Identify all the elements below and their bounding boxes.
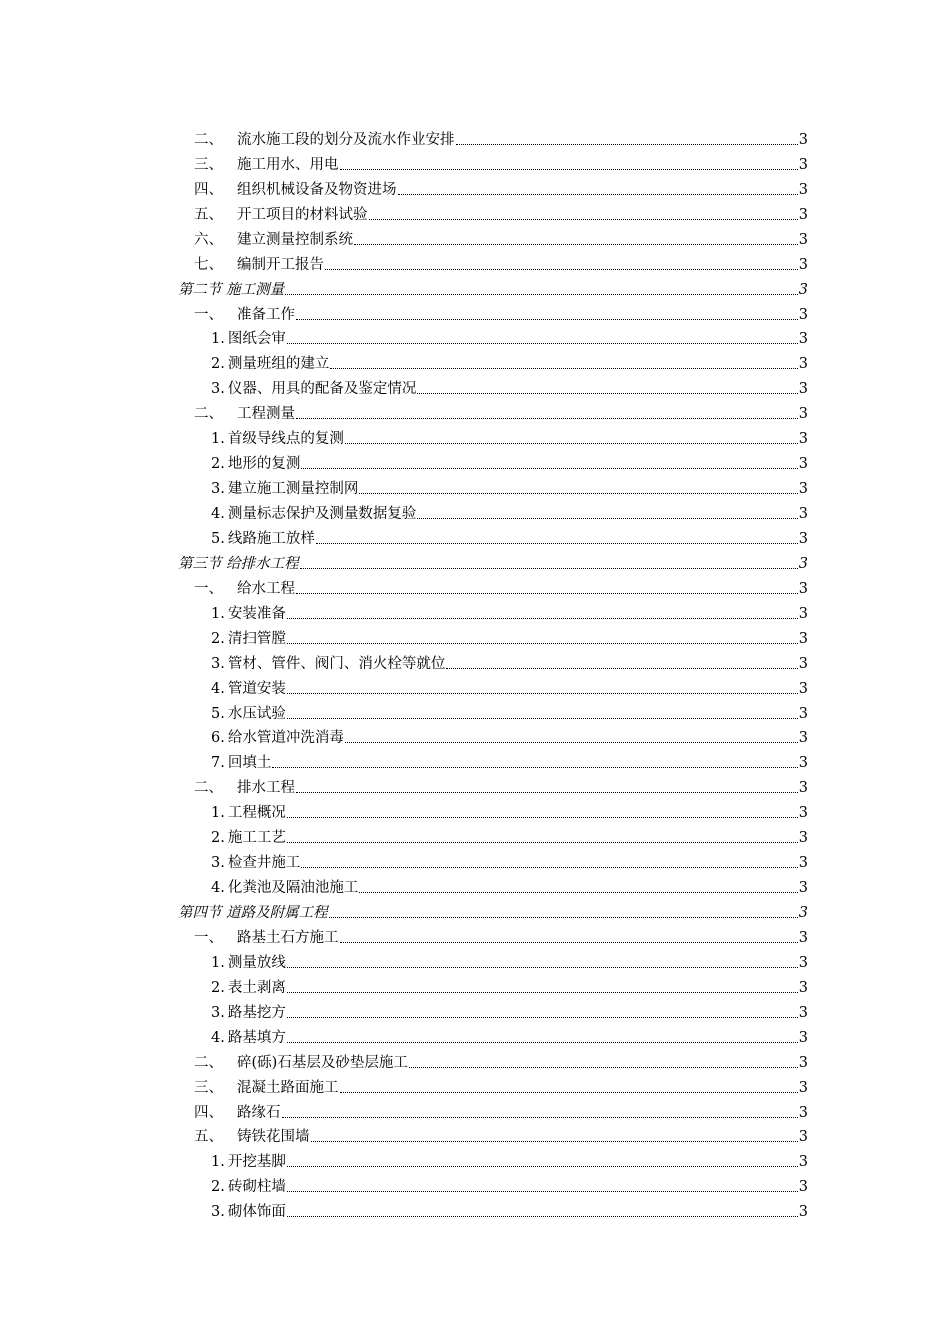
- toc-entry-label: [211, 854, 300, 872]
- toc-entry-title: 工程测量: [237, 406, 295, 423]
- toc-entry-number: 二、: [194, 1054, 223, 1071]
- toc-entry-number: 四、: [194, 1104, 223, 1121]
- dot-leader: [282, 1117, 798, 1118]
- toc-entry-number: 一、: [194, 929, 223, 946]
- dot-leader: [369, 219, 798, 220]
- toc-entry[interactable]: [178, 772, 808, 797]
- toc-entry[interactable]: [178, 797, 808, 822]
- dot-leader: [330, 368, 797, 369]
- toc-entry-number: 2.: [211, 630, 225, 647]
- toc-entry-page-number: 3: [798, 1079, 808, 1096]
- toc-entry-page-number: 3: [798, 1054, 808, 1071]
- toc-entry[interactable]: [178, 224, 808, 249]
- toc-entry[interactable]: [178, 598, 808, 623]
- toc-entry[interactable]: [178, 423, 808, 448]
- toc-entry[interactable]: [178, 648, 808, 673]
- toc-entry-label: [211, 380, 416, 398]
- toc-entry-label: [211, 655, 445, 673]
- toc-entry-page-number: 3: [798, 1029, 808, 1046]
- toc-entry-label: [194, 580, 295, 598]
- dot-leader: [300, 568, 798, 569]
- toc-entry-page-number: 3: [798, 381, 808, 398]
- toc-entry-page-number: 3: [798, 805, 808, 822]
- toc-entry[interactable]: [178, 199, 808, 224]
- toc-entry[interactable]: [178, 847, 808, 872]
- toc-entry[interactable]: [178, 897, 808, 922]
- toc-entry-title: 路基填方: [227, 1029, 286, 1046]
- toc-entry-title: 第二节 施工测量: [178, 281, 285, 298]
- toc-entry-label: [211, 505, 416, 523]
- toc-entry-page-number: 3: [798, 780, 808, 797]
- toc-entry-number: 5.: [211, 530, 225, 547]
- dot-leader: [287, 618, 798, 619]
- toc-entry-label: [211, 480, 358, 498]
- dot-leader: [287, 643, 798, 644]
- toc-entry-number: 1.: [211, 605, 225, 622]
- toc-entry-title: 准备工作: [237, 306, 295, 323]
- toc-entry-number: 一、: [194, 306, 223, 323]
- toc-entry-number: 1.: [211, 331, 225, 348]
- toc-entry[interactable]: [178, 1122, 808, 1147]
- toc-entry-page-number: 3: [798, 680, 808, 697]
- toc-entry[interactable]: [178, 1047, 808, 1072]
- dot-leader: [340, 1092, 798, 1093]
- toc-entry-title: 清扫管膛: [227, 630, 286, 647]
- toc-entry-label: [194, 1104, 281, 1122]
- dot-leader: [287, 1191, 798, 1192]
- toc-entry-title: 组织机械设备及物资进场: [237, 181, 397, 198]
- toc-entry-number: 二、: [194, 780, 223, 797]
- toc-entry-page-number: 3: [798, 206, 808, 223]
- toc-entry[interactable]: [178, 448, 808, 473]
- toc-entry-page-number: 3: [798, 1154, 808, 1171]
- dot-leader: [287, 1216, 798, 1217]
- toc-entry-label: [211, 754, 271, 772]
- toc-entry[interactable]: [178, 673, 808, 698]
- dot-leader: [301, 867, 797, 868]
- dot-leader: [287, 693, 798, 694]
- toc-entry[interactable]: [178, 1072, 808, 1097]
- toc-entry[interactable]: [178, 398, 808, 423]
- dot-leader: [325, 269, 798, 270]
- toc-entry-page-number: 3: [798, 555, 808, 572]
- toc-entry[interactable]: [178, 822, 808, 847]
- toc-entry-number: 2.: [211, 830, 225, 847]
- toc-entry-page-number: 3: [798, 1204, 808, 1221]
- toc-entry-title: 给水管道冲洗消毒: [227, 730, 344, 747]
- toc-entry-label: [194, 156, 339, 174]
- toc-entry-number: 二、: [194, 406, 223, 423]
- toc-entry[interactable]: [178, 548, 808, 573]
- toc-entry-page-number: 3: [798, 456, 808, 473]
- toc-entry-label: [211, 879, 358, 897]
- toc-entry-number: 2.: [211, 979, 225, 996]
- toc-entry-title: 路基土石方施工: [237, 929, 339, 946]
- dot-leader: [354, 244, 798, 245]
- toc-entry-number: 三、: [194, 1079, 223, 1096]
- toc-entry-label: [211, 705, 286, 723]
- toc-entry-number: 5.: [211, 705, 225, 722]
- table-of-contents: [178, 124, 808, 1221]
- toc-entry[interactable]: [178, 747, 808, 772]
- dot-leader: [398, 194, 798, 195]
- toc-entry-title: 测量标志保护及测量数据复验: [227, 506, 417, 522]
- toc-entry-label: [194, 779, 295, 797]
- dot-leader: [340, 942, 798, 943]
- toc-entry-page-number: 3: [798, 655, 808, 672]
- toc-entry-number: 4.: [211, 506, 225, 522]
- toc-entry-number: 二、: [194, 131, 223, 148]
- toc-entry-title: 管材、管件、阀门、消火栓等就位: [227, 655, 446, 672]
- toc-entry-label: [194, 306, 295, 324]
- toc-entry-label: [194, 256, 324, 274]
- toc-entry-number: 七、: [194, 256, 223, 273]
- toc-entry-label: [211, 979, 286, 997]
- toc-entry-title: 安装准备: [227, 605, 286, 622]
- dot-leader: [329, 917, 798, 918]
- toc-entry-title: 测量班组的建立: [227, 356, 330, 373]
- toc-entry-title: 首级导线点的复测: [227, 431, 344, 448]
- toc-entry-number: 五、: [194, 206, 223, 223]
- toc-entry[interactable]: [178, 1097, 808, 1122]
- toc-entry-label: [194, 929, 339, 947]
- toc-entry-page-number: 3: [798, 231, 808, 248]
- toc-entry-title: 建立施工测量控制网: [227, 481, 359, 498]
- toc-entry-page-number: 3: [798, 1129, 808, 1146]
- toc-entry-label: [194, 206, 368, 224]
- toc-entry-label: [211, 1004, 286, 1022]
- toc-entry-page-number: 3: [798, 506, 808, 522]
- toc-entry-label: [194, 1054, 408, 1072]
- toc-entry-title: 碎(砾)石基层及砂垫层施工: [237, 1054, 408, 1071]
- toc-entry-number: 2.: [211, 456, 225, 473]
- dot-leader: [316, 543, 798, 544]
- toc-entry-label: [194, 231, 353, 249]
- toc-entry-number: 四、: [194, 181, 223, 198]
- toc-entry-title: 砖砌柱墙: [227, 1179, 286, 1196]
- toc-entry[interactable]: [178, 947, 808, 972]
- toc-entry[interactable]: [178, 922, 808, 947]
- toc-entry-page-number: 3: [798, 281, 808, 298]
- dot-leader: [287, 1042, 798, 1043]
- toc-entry-number: 4.: [211, 1029, 225, 1046]
- toc-entry-page-number: 3: [798, 855, 808, 872]
- toc-entry[interactable]: [178, 274, 808, 299]
- toc-entry-title: 排水工程: [237, 780, 295, 797]
- toc-entry-number: 4.: [211, 880, 225, 897]
- toc-entry-title: 砌体饰面: [227, 1204, 286, 1221]
- toc-entry-label: [194, 131, 455, 149]
- toc-entry-page-number: 3: [798, 406, 808, 423]
- toc-entry-title: 流水施工段的划分及流水作业安排: [237, 131, 455, 148]
- toc-entry-label: [211, 1029, 286, 1047]
- toc-entry-number: 2.: [211, 356, 225, 373]
- toc-entry[interactable]: [178, 498, 808, 523]
- dot-leader: [287, 817, 798, 818]
- toc-entry[interactable]: [178, 1146, 808, 1171]
- toc-entry[interactable]: [178, 149, 808, 174]
- toc-entry-title: 混凝土路面施工: [237, 1079, 339, 1096]
- toc-entry-page-number: 3: [798, 755, 808, 772]
- toc-entry[interactable]: [178, 1196, 808, 1221]
- toc-entry-number: 一、: [194, 580, 223, 597]
- toc-entry[interactable]: [178, 1171, 808, 1196]
- toc-entry-title: 开工项目的材料试验: [237, 206, 368, 223]
- toc-entry-label: [194, 1128, 310, 1146]
- toc-entry-number: 4.: [211, 680, 225, 697]
- toc-entry[interactable]: [178, 698, 808, 723]
- toc-entry-page-number: 3: [798, 156, 808, 173]
- toc-entry-title: 图纸会审: [227, 331, 286, 348]
- toc-entry-number: 6.: [211, 730, 225, 747]
- dot-leader: [417, 518, 797, 519]
- toc-entry-title: 编制开工报告: [237, 256, 324, 273]
- toc-entry-number: 3.: [211, 381, 225, 398]
- dot-leader: [287, 343, 798, 344]
- toc-entry-label: [178, 281, 284, 299]
- toc-entry-label: [211, 1153, 286, 1171]
- toc-entry-page-number: 3: [798, 929, 808, 946]
- toc-entry-title: 水压试验: [227, 705, 286, 722]
- toc-entry[interactable]: [178, 124, 808, 149]
- toc-entry[interactable]: [178, 573, 808, 598]
- toc-entry[interactable]: [178, 1022, 808, 1047]
- toc-entry-page-number: 3: [798, 481, 808, 498]
- dot-leader: [285, 294, 798, 295]
- toc-entry-label: [211, 430, 344, 448]
- toc-entry-label: [211, 1178, 286, 1196]
- dot-leader: [345, 443, 798, 444]
- dot-leader: [409, 1067, 798, 1068]
- toc-entry[interactable]: [178, 174, 808, 199]
- dot-leader: [359, 493, 797, 494]
- toc-entry-page-number: 3: [798, 306, 808, 323]
- toc-entry[interactable]: [178, 249, 808, 274]
- toc-entry-page-number: 3: [798, 630, 808, 647]
- toc-entry-page-number: 3: [798, 1004, 808, 1021]
- toc-entry-label: [211, 630, 286, 648]
- toc-entry-page-number: 3: [798, 1104, 808, 1121]
- toc-entry[interactable]: [178, 299, 808, 324]
- dot-leader: [345, 742, 798, 743]
- toc-entry-title: 铸铁花围墙: [237, 1129, 310, 1146]
- toc-entry-number: 3.: [211, 655, 225, 672]
- toc-entry-number: 1.: [211, 431, 225, 448]
- dot-leader: [456, 144, 798, 145]
- dot-leader: [359, 892, 797, 893]
- toc-entry-title: 施工用水、用电: [237, 156, 339, 173]
- toc-entry-label: [211, 605, 286, 623]
- toc-entry-label: [194, 181, 397, 199]
- toc-entry-page-number: 3: [798, 1179, 808, 1196]
- toc-entry-page-number: 3: [798, 705, 808, 722]
- toc-entry-label: [178, 555, 299, 573]
- dot-leader: [287, 967, 798, 968]
- toc-entry-page-number: 3: [798, 331, 808, 348]
- toc-entry-page-number: 3: [798, 905, 808, 921]
- toc-entry-page-number: 3: [798, 954, 808, 971]
- toc-entry-page-number: 3: [798, 181, 808, 198]
- toc-entry-title: 第三节 给排水工程: [178, 555, 299, 572]
- toc-entry-title: 路缘石: [237, 1104, 281, 1121]
- toc-entry-title: 检查井施工: [227, 855, 301, 872]
- toc-entry-title: 给水工程: [237, 580, 295, 597]
- toc-entry-title: 化粪池及隔油池施工: [227, 880, 359, 897]
- toc-entry[interactable]: [178, 324, 808, 349]
- dot-leader: [296, 319, 798, 320]
- toc-entry-title: 回填土: [227, 755, 272, 772]
- toc-entry-page-number: 3: [798, 530, 808, 547]
- toc-entry-page-number: 3: [798, 880, 808, 897]
- dot-leader: [287, 842, 798, 843]
- toc-entry[interactable]: [178, 623, 808, 648]
- toc-entry-label: [194, 1079, 339, 1097]
- toc-entry-label: [194, 405, 295, 423]
- toc-entry-number: 1.: [211, 954, 225, 971]
- toc-entry-label: [211, 530, 315, 548]
- toc-entry-number: 2.: [211, 1179, 225, 1196]
- dot-leader: [417, 393, 797, 394]
- dot-leader: [301, 468, 797, 469]
- toc-entry-number: 1.: [211, 1154, 225, 1171]
- toc-entry-label: [211, 954, 286, 972]
- toc-entry-title: 表土剥离: [227, 979, 286, 996]
- toc-entry-label: [178, 904, 328, 922]
- toc-entry-number: 1.: [211, 805, 225, 822]
- toc-entry-title: 建立测量控制系统: [237, 231, 353, 248]
- toc-entry[interactable]: [178, 473, 808, 498]
- toc-entry-number: 3.: [211, 855, 225, 872]
- toc-entry-label: [211, 455, 300, 473]
- toc-entry-label: [211, 355, 329, 373]
- dot-leader: [287, 1017, 798, 1018]
- dot-leader: [296, 418, 798, 419]
- toc-entry-number: 7.: [211, 755, 225, 772]
- toc-entry-label: [211, 1203, 286, 1221]
- toc-entry-number: 五、: [194, 1129, 223, 1146]
- toc-entry-page-number: 3: [798, 256, 808, 273]
- toc-entry-page-number: 3: [798, 356, 808, 373]
- toc-entry-title: 仪器、用具的配备及鉴定情况: [227, 381, 417, 398]
- dot-leader: [287, 718, 798, 719]
- dot-leader: [287, 1166, 798, 1167]
- dot-leader: [446, 668, 797, 669]
- dot-leader: [287, 992, 798, 993]
- toc-entry[interactable]: [178, 972, 808, 997]
- dot-leader: [296, 593, 798, 594]
- toc-entry-title: 工程概况: [227, 805, 286, 822]
- toc-entry-title: 施工工艺: [227, 830, 286, 847]
- toc-entry-number: 3.: [211, 481, 225, 498]
- toc-entry-page-number: 3: [798, 580, 808, 597]
- toc-entry-number: 3.: [211, 1004, 225, 1021]
- toc-entry-number: 三、: [194, 156, 223, 173]
- dot-leader: [311, 1141, 798, 1142]
- toc-entry-label: [211, 680, 286, 698]
- toc-entry-page-number: 3: [798, 979, 808, 996]
- dot-leader: [340, 169, 798, 170]
- toc-entry-label: [211, 729, 344, 747]
- toc-entry-page-number: 3: [798, 830, 808, 847]
- toc-entry[interactable]: [178, 872, 808, 897]
- toc-entry-label: [211, 804, 286, 822]
- toc-entry[interactable]: [178, 523, 808, 548]
- toc-entry[interactable]: [178, 997, 808, 1022]
- toc-entry-title: 第四节 道路及附属工程: [178, 905, 328, 921]
- toc-entry-title: 测量放线: [227, 954, 286, 971]
- toc-entry-label: [211, 829, 286, 847]
- toc-entry[interactable]: [178, 373, 808, 398]
- toc-entry-title: 开挖基脚: [227, 1154, 286, 1171]
- toc-entry-title: 管道安装: [227, 680, 286, 697]
- toc-entry-page-number: 3: [798, 730, 808, 747]
- toc-entry-page-number: 3: [798, 605, 808, 622]
- toc-entry-label: [211, 330, 286, 348]
- dot-leader: [296, 792, 798, 793]
- toc-entry-number: 六、: [194, 231, 223, 248]
- toc-entry-title: 地形的复测: [227, 456, 301, 473]
- toc-entry[interactable]: [178, 723, 808, 748]
- toc-entry-title: 线路施工放样: [227, 530, 315, 547]
- dot-leader: [272, 767, 797, 768]
- toc-entry-page-number: 3: [798, 131, 808, 148]
- toc-entry-title: 路基挖方: [227, 1004, 286, 1021]
- toc-entry-number: 3.: [211, 1204, 225, 1221]
- toc-entry[interactable]: [178, 348, 808, 373]
- toc-entry-page-number: 3: [798, 431, 808, 448]
